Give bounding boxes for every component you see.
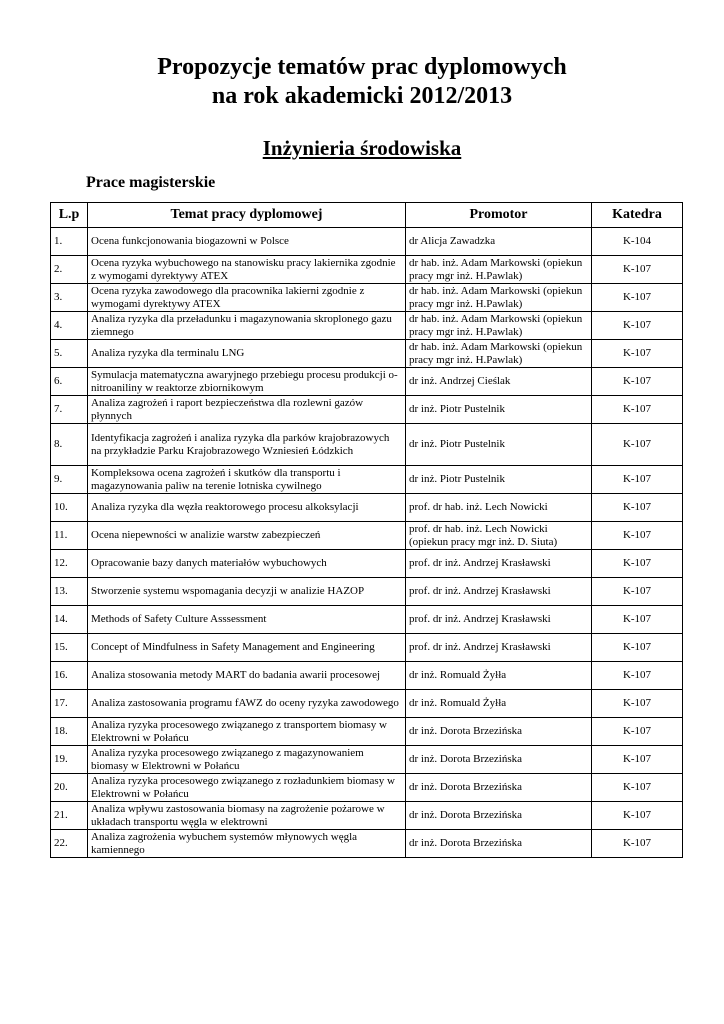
row-promoter: prof. dr inż. Andrzej Krasławski [406, 550, 592, 578]
row-topic: Analiza ryzyka dla przeładunku i magazynowania skroplonego gazu ziemnego [88, 312, 406, 340]
row-promoter: dr inż. Andrzej Cieślak [406, 368, 592, 396]
row-topic: Analiza zagrożenia wybuchem systemów młynowych węgla kamiennego [88, 830, 406, 858]
table-row [51, 578, 683, 606]
row-department: K-107 [592, 774, 683, 802]
topics-table [50, 202, 683, 858]
document-title-line1: Propozycje tematów prac dyplomowych [157, 54, 567, 80]
row-lp: 14. [51, 606, 88, 634]
row-lp: 2. [51, 256, 88, 284]
row-topic: Ocena ryzyka wybuchowego na stanowisku pracy lakiernika zgodnie z wymogami dyrektywy ATEX [88, 256, 406, 284]
row-promoter: dr inż. Dorota Brzezińska [406, 830, 592, 858]
table-row [51, 396, 683, 424]
row-promoter: dr inż. Romuald Żyłła [406, 690, 592, 718]
row-department: K-107 [592, 830, 683, 858]
row-lp: 3. [51, 284, 88, 312]
row-department: K-107 [592, 802, 683, 830]
row-lp: 13. [51, 578, 88, 606]
row-topic: Ocena ryzyka zawodowego dla pracownika lakierni zgodnie z wymogami dyrektywy ATEX [88, 284, 406, 312]
row-department: K-107 [592, 256, 683, 284]
row-lp: 16. [51, 662, 88, 690]
table-row [51, 634, 683, 662]
table-row [51, 228, 683, 256]
row-department: K-107 [592, 634, 683, 662]
row-promoter: dr inż. Piotr Pustelnik [406, 396, 592, 424]
table-row [51, 802, 683, 830]
row-department: K-107 [592, 746, 683, 774]
row-topic: Identyfikacja zagrożeń i analiza ryzyka dla parków krajobrazowych na przykładzie Parku Krajobrazowego Wzniesień Łódzkich [88, 424, 406, 466]
row-lp: 21. [51, 802, 88, 830]
row-promoter: prof. dr hab. inż. Lech Nowicki (opiekun pracy mgr inż. D. Siuta) [406, 522, 592, 550]
row-department: K-107 [592, 662, 683, 690]
field-of-study: Inżynieria środowiska [262, 136, 462, 160]
row-lp: 19. [51, 746, 88, 774]
row-lp: 18. [51, 718, 88, 746]
row-lp: 4. [51, 312, 88, 340]
header-department: Katedra [592, 203, 683, 228]
row-department: K-107 [592, 340, 683, 368]
row-promoter: dr inż. Piotr Pustelnik [406, 466, 592, 494]
row-topic: Ocena funkcjonowania biogazowni w Polsce [88, 228, 406, 256]
row-topic: Analiza ryzyka procesowego związanego z transportem biomasy w Elektrowni w Połańcu [88, 718, 406, 746]
row-topic: Ocena niepewności w analizie warstw zabezpieczeń [88, 522, 406, 550]
row-promoter: dr inż. Dorota Brzezińska [406, 746, 592, 774]
row-department: K-107 [592, 284, 683, 312]
row-lp: 1. [51, 228, 88, 256]
row-lp: 5. [51, 340, 88, 368]
table-row [51, 746, 683, 774]
row-department: K-107 [592, 522, 683, 550]
table-row [51, 466, 683, 494]
header-topic: Temat pracy dyplomowej [88, 203, 406, 228]
row-promoter: prof. dr inż. Andrzej Krasławski [406, 606, 592, 634]
row-topic: Analiza ryzyka dla terminalu LNG [88, 340, 406, 368]
row-department: K-104 [592, 228, 683, 256]
row-lp: 12. [51, 550, 88, 578]
row-department: K-107 [592, 368, 683, 396]
table-row [51, 550, 683, 578]
row-topic: Analiza ryzyka procesowego związanego z rozładunkiem biomasy w Elektrowni w Połańcu [88, 774, 406, 802]
row-promoter: prof. dr inż. Andrzej Krasławski [406, 634, 592, 662]
row-lp: 22. [51, 830, 88, 858]
row-topic: Analiza ryzyka procesowego związanego z magazynowaniem biomasy w Elektrowni w Połańcu [88, 746, 406, 774]
table-row [51, 256, 683, 284]
row-promoter: dr hab. inż. Adam Markowski (opiekun pracy mgr inż. H.Pawlak) [406, 256, 592, 284]
row-promoter: prof. dr hab. inż. Lech Nowicki [406, 494, 592, 522]
header-promoter: Promotor [406, 203, 592, 228]
row-topic: Opracowanie bazy danych materiałów wybuchowych [88, 550, 406, 578]
row-promoter: dr hab. inż. Adam Markowski (opiekun pracy mgr inż. H.Pawlak) [406, 312, 592, 340]
header-lp: L.p [51, 203, 88, 228]
document-title-line2: na rok akademicki 2012/2013 [211, 83, 513, 109]
row-lp: 9. [51, 466, 88, 494]
row-department: K-107 [592, 578, 683, 606]
row-promoter: dr inż. Dorota Brzezińska [406, 774, 592, 802]
row-topic: Analiza ryzyka dla węzła reaktorowego procesu alkoksylacji [88, 494, 406, 522]
row-promoter: dr hab. inż. Adam Markowski (opiekun pracy mgr inż. H.Pawlak) [406, 340, 592, 368]
section-heading: Prace magisterskie [86, 174, 216, 191]
row-promoter: prof. dr inż. Andrzej Krasławski [406, 578, 592, 606]
table-header-row [51, 203, 683, 228]
table-row [51, 424, 683, 466]
row-topic: Stworzenie systemu wspomagania decyzji w analizie HAZOP [88, 578, 406, 606]
row-topic: Analiza stosowania metody MART do badania awarii procesowej [88, 662, 406, 690]
table-row [51, 830, 683, 858]
table-row [51, 606, 683, 634]
table-row [51, 718, 683, 746]
row-lp: 11. [51, 522, 88, 550]
row-lp: 6. [51, 368, 88, 396]
row-promoter: dr inż. Dorota Brzezińska [406, 718, 592, 746]
row-department: K-107 [592, 690, 683, 718]
row-topic: Analiza zagrożeń i raport bezpieczeństwa dla rozlewni gazów płynnych [88, 396, 406, 424]
row-lp: 15. [51, 634, 88, 662]
row-promoter: dr inż. Romuald Żyłła [406, 662, 592, 690]
row-department: K-107 [592, 466, 683, 494]
row-promoter: dr inż. Piotr Pustelnik [406, 424, 592, 466]
table-row [51, 312, 683, 340]
row-lp: 10. [51, 494, 88, 522]
table-row [51, 284, 683, 312]
row-topic: Analiza zastosowania programu fAWZ do oceny ryzyka zawodowego [88, 690, 406, 718]
row-department: K-107 [592, 550, 683, 578]
table-row [51, 368, 683, 396]
row-topic: Kompleksowa ocena zagrożeń i skutków dla transportu i magazynowania paliw na terenie lotniska cywilnego [88, 466, 406, 494]
row-department: K-107 [592, 396, 683, 424]
table-row [51, 662, 683, 690]
row-department: K-107 [592, 606, 683, 634]
row-lp: 8. [51, 424, 88, 466]
table-row [51, 340, 683, 368]
row-department: K-107 [592, 424, 683, 466]
row-topic: Analiza wpływu zastosowania biomasy na zagrożenie pożarowe w układach transportu węgla w elektrowni [88, 802, 406, 830]
table-row [51, 522, 683, 550]
row-department: K-107 [592, 718, 683, 746]
row-topic: Symulacja matematyczna awaryjnego przebiegu procesu produkcji o-nitroaniliny w reaktorze zbiornikowym [88, 368, 406, 396]
row-promoter: dr Alicja Zawadzka [406, 228, 592, 256]
table-row [51, 774, 683, 802]
row-promoter: dr inż. Dorota Brzezińska [406, 802, 592, 830]
row-lp: 17. [51, 690, 88, 718]
row-department: K-107 [592, 494, 683, 522]
row-department: K-107 [592, 312, 683, 340]
row-lp: 20. [51, 774, 88, 802]
row-topic: Methods of Safety Culture Asssessment [88, 606, 406, 634]
table-body [51, 228, 683, 858]
table-row [51, 494, 683, 522]
row-promoter: dr hab. inż. Adam Markowski (opiekun pracy mgr inż. H.Pawlak) [406, 284, 592, 312]
row-topic: Concept of Mindfulness in Safety Management and Engineering [88, 634, 406, 662]
table-row [51, 690, 683, 718]
row-lp: 7. [51, 396, 88, 424]
